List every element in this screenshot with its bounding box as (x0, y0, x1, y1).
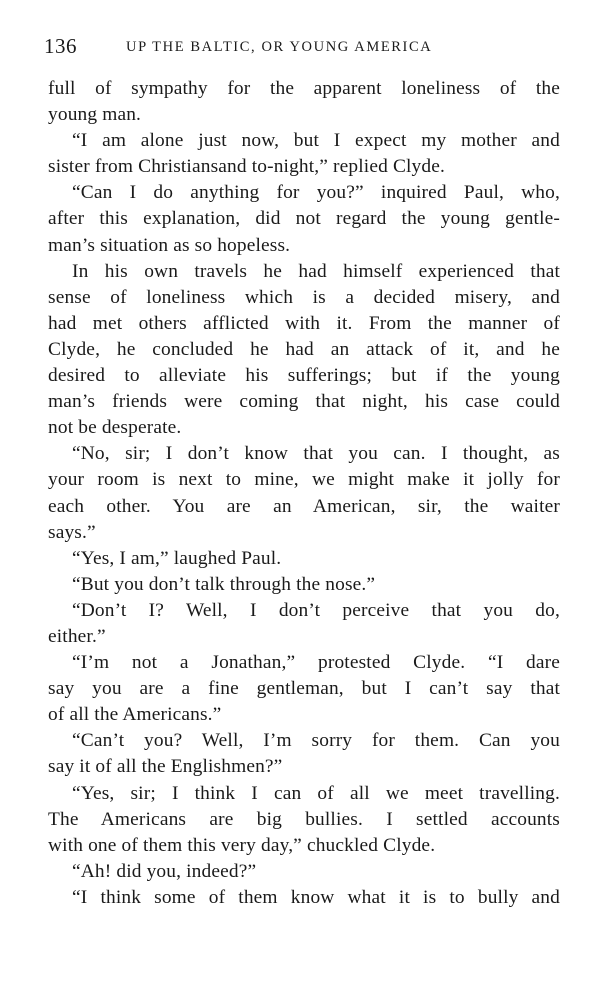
text-line: say it of all the Englishmen?” (48, 756, 283, 778)
text-line: not be desperate. (48, 417, 182, 439)
text-line: “I’m not a Jonathan,” protested Clyde. “I dare (72, 652, 560, 674)
text-line: desired to alleviate his sufferings; but if the young (48, 365, 560, 387)
text-line: full of sympathy for the apparent loneliness of the (48, 78, 560, 99)
text-line: “Can I do anything for you?” inquired Paul, who, (72, 182, 560, 204)
page-number: 136 (44, 34, 77, 58)
body-text (48, 76, 560, 911)
page-header (44, 34, 564, 64)
text-line: “Ah! did you, indeed?” (72, 860, 257, 882)
text-line: In his own travels he had himself experienced that (72, 260, 560, 282)
text-line: “But you don’t talk through the nose.” (72, 573, 376, 595)
text-line: “No, sir; I don’t know that you can. I thought, as (72, 443, 560, 465)
running-head: UP THE BALTIC, OR YOUNG AMERICA (126, 39, 433, 55)
text-line: man’s friends were coming that night, his case could (48, 391, 560, 413)
text-line: sister from Christiansand to-night,” replied Clyde. (48, 156, 446, 178)
text-line: sense of loneliness which is a decided misery, and (48, 286, 560, 308)
text-line: man’s situation as so hopeless. (48, 234, 291, 256)
text-line: with one of them this very day,” chuckled Clyde. (48, 834, 436, 856)
text-line: says.” (48, 521, 96, 543)
text-line: The Americans are big bullies. I settled accounts (48, 808, 560, 830)
text-line: “Yes, I am,” laughed Paul. (72, 547, 282, 569)
text-line: after this explanation, did not regard the young gentle- (48, 208, 560, 230)
text-line: either.” (48, 625, 106, 647)
text-line: had met others afflicted with it. From the manner of (48, 312, 560, 334)
text-line: “Yes, sir; I think I can of all we meet travelling. (72, 782, 560, 804)
text-line: Clyde, he concluded he had an attack of it, and he (48, 338, 560, 360)
text-line: your room is next to mine, we might make it jolly for (48, 469, 560, 491)
text-line: “Can’t you? Well, I’m sorry for them. Can you (72, 730, 560, 752)
text-line: young man. (48, 104, 142, 126)
text-line: of all the Americans.” (48, 704, 222, 726)
text-line: say you are a fine gentleman, but I can’t say that (48, 678, 560, 700)
text-line: “Don’t I? Well, I don’t perceive that you do, (72, 599, 560, 621)
text-line: each other. You are an American, sir, the waiter (48, 495, 560, 517)
text-line: “I am alone just now, but I expect my mother and (72, 130, 560, 152)
text-line: “I think some of them know what it is to bully and (72, 886, 560, 908)
